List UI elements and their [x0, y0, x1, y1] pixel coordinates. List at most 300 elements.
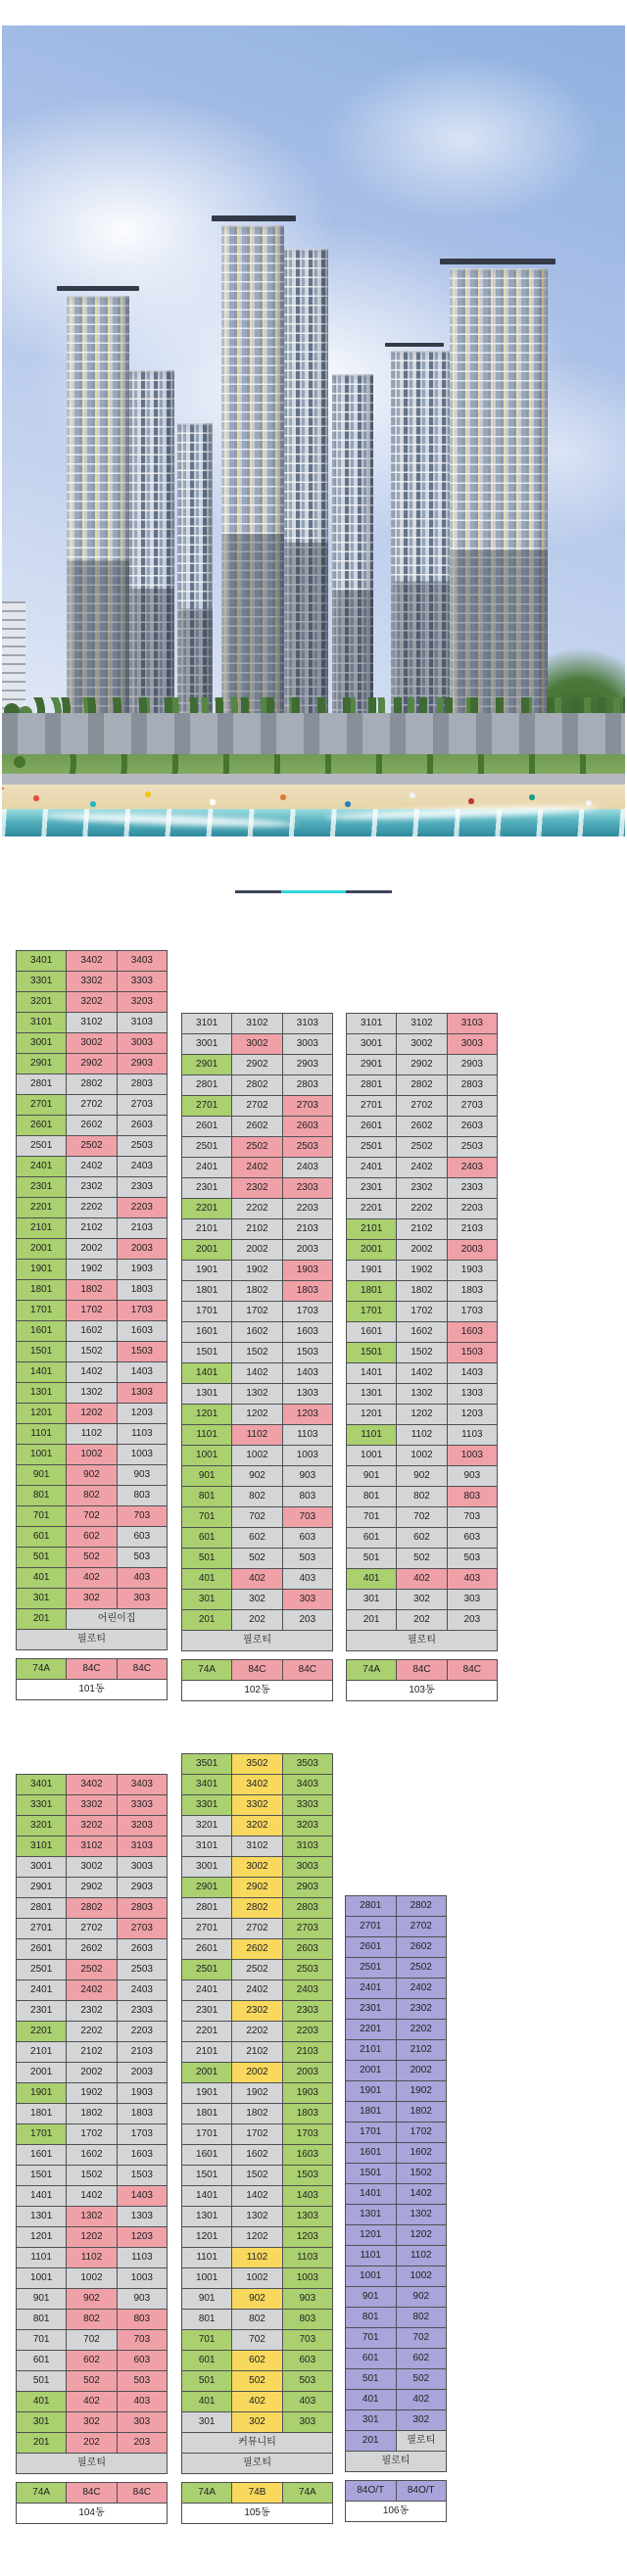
unit-cell-1802[interactable]: 1802 [232, 1281, 282, 1302]
unit-cell-2801[interactable]: 2801 [17, 1074, 67, 1095]
unit-cell-1702[interactable]: 1702 [397, 1302, 447, 1322]
unit-cell-1802[interactable]: 1802 [67, 1280, 117, 1301]
unit-cell-3401[interactable]: 3401 [17, 1775, 67, 1795]
unit-cell-3001[interactable]: 3001 [182, 1034, 232, 1055]
unit-cell-502[interactable]: 502 [396, 2369, 447, 2390]
unit-cell-2102[interactable]: 2102 [232, 1219, 282, 1240]
unit-cell-3103[interactable]: 3103 [447, 1014, 497, 1034]
unit-cell-1003[interactable]: 1003 [282, 2268, 332, 2289]
unit-cell-2902[interactable]: 2902 [232, 1055, 282, 1075]
unit-cell-3101[interactable]: 3101 [17, 1013, 67, 1033]
unit-cell-302[interactable]: 302 [397, 1590, 447, 1610]
unit-cell-1102[interactable]: 1102 [232, 1425, 282, 1446]
unit-cell-3301[interactable]: 3301 [182, 1795, 232, 1816]
unit-cell-3401[interactable]: 3401 [182, 1775, 232, 1795]
unit-cell-1001[interactable]: 1001 [182, 1446, 232, 1466]
unit-cell-2003[interactable]: 2003 [282, 1240, 332, 1261]
unit-cell-603[interactable]: 603 [117, 2351, 167, 2371]
unit-cell-802[interactable]: 802 [67, 1486, 117, 1506]
unit-cell-301[interactable]: 301 [182, 2412, 232, 2433]
unit-cell-2203[interactable]: 2203 [447, 1199, 497, 1219]
unit-cell-2201[interactable]: 2201 [17, 2022, 67, 2042]
unit-cell-701[interactable]: 701 [346, 2328, 397, 2349]
unit-cell-3103[interactable]: 3103 [117, 1837, 167, 1857]
unit-cell-3503[interactable]: 3503 [282, 1754, 332, 1775]
unit-cell-1902[interactable]: 1902 [67, 1260, 117, 1280]
unit-cell-3303[interactable]: 3303 [117, 972, 167, 992]
unit-cell-602[interactable]: 602 [397, 1528, 447, 1549]
unit-cell-2602[interactable]: 2602 [232, 1117, 282, 1137]
unit-cell-1902[interactable]: 1902 [232, 2083, 282, 2104]
unit-cell-1502[interactable]: 1502 [67, 2166, 117, 2186]
unit-cell-1402[interactable]: 1402 [397, 1363, 447, 1384]
unit-cell-1302[interactable]: 1302 [67, 2207, 117, 2227]
unit-cell-401[interactable]: 401 [17, 2392, 67, 2412]
unit-cell-2203[interactable]: 2203 [117, 1198, 167, 1218]
unit-cell-3201[interactable]: 3201 [17, 1816, 67, 1837]
unit-cell-402[interactable]: 402 [67, 2392, 117, 2412]
unit-cell-1102[interactable]: 1102 [397, 1425, 447, 1446]
unit-cell-1302[interactable]: 1302 [232, 1384, 282, 1405]
unit-cell-2503[interactable]: 2503 [117, 1960, 167, 1980]
unit-cell-2601[interactable]: 2601 [347, 1117, 397, 1137]
unit-cell-2802[interactable]: 2802 [232, 1075, 282, 1096]
unit-cell-3501[interactable]: 3501 [182, 1754, 232, 1775]
unit-cell-3003[interactable]: 3003 [117, 1857, 167, 1878]
unit-cell-1301[interactable]: 1301 [17, 1383, 67, 1404]
unit-cell-1902[interactable]: 1902 [396, 2081, 447, 2102]
unit-cell-2501[interactable]: 2501 [347, 1137, 397, 1158]
unit-cell-1201[interactable]: 1201 [346, 2225, 397, 2246]
unit-cell-2401[interactable]: 2401 [182, 1980, 232, 2001]
unit-cell-1602[interactable]: 1602 [67, 1321, 117, 1342]
unit-cell-2102[interactable]: 2102 [396, 2040, 447, 2061]
unit-cell-1401[interactable]: 1401 [17, 2186, 67, 2207]
unit-cell-2901[interactable]: 2901 [17, 1878, 67, 1898]
unit-cell-2101[interactable]: 2101 [346, 2040, 397, 2061]
unit-cell-3201[interactable]: 3201 [17, 992, 67, 1013]
unit-cell-2701[interactable]: 2701 [346, 1917, 397, 1937]
unit-cell-1003[interactable]: 1003 [447, 1446, 497, 1466]
unit-cell-1001[interactable]: 1001 [182, 2268, 232, 2289]
unit-cell-903[interactable]: 903 [117, 1465, 167, 1486]
unit-cell-1002[interactable]: 1002 [232, 1446, 282, 1466]
unit-cell-201[interactable]: 201 [346, 2431, 397, 2452]
unit-cell-2701[interactable]: 2701 [17, 1095, 67, 1116]
unit-cell-503[interactable]: 503 [117, 2371, 167, 2392]
unit-cell-1902[interactable]: 1902 [67, 2083, 117, 2104]
unit-cell-1503[interactable]: 1503 [117, 2166, 167, 2186]
unit-cell-1603[interactable]: 1603 [282, 2145, 332, 2166]
unit-cell-1403[interactable]: 1403 [447, 1363, 497, 1384]
unit-cell-2801[interactable]: 2801 [347, 1075, 397, 1096]
unit-cell-2003[interactable]: 2003 [447, 1240, 497, 1261]
unit-cell-2103[interactable]: 2103 [447, 1219, 497, 1240]
unit-cell-1401[interactable]: 1401 [347, 1363, 397, 1384]
unit-cell-2501[interactable]: 2501 [17, 1136, 67, 1157]
unit-cell-501[interactable]: 501 [347, 1549, 397, 1569]
unit-cell-1903[interactable]: 1903 [282, 1261, 332, 1281]
unit-cell-3403[interactable]: 3403 [117, 951, 167, 972]
unit-cell-802[interactable]: 802 [396, 2308, 447, 2328]
unit-cell-3101[interactable]: 3101 [17, 1837, 67, 1857]
unit-cell-2301[interactable]: 2301 [346, 1999, 397, 2020]
unit-cell-1103[interactable]: 1103 [447, 1425, 497, 1446]
unit-cell-3203[interactable]: 3203 [117, 1816, 167, 1837]
unit-cell-3402[interactable]: 3402 [67, 951, 117, 972]
unit-cell-3002[interactable]: 3002 [67, 1033, 117, 1054]
unit-cell-2102[interactable]: 2102 [397, 1219, 447, 1240]
unit-cell-1902[interactable]: 1902 [397, 1261, 447, 1281]
unit-cell-2802[interactable]: 2802 [232, 1898, 282, 1919]
unit-cell-2201[interactable]: 2201 [182, 1199, 232, 1219]
unit-cell-2102[interactable]: 2102 [67, 1218, 117, 1239]
unit-cell-1103[interactable]: 1103 [117, 2248, 167, 2268]
unit-cell-302[interactable]: 302 [67, 1589, 117, 1609]
unit-cell-1103[interactable]: 1103 [282, 2248, 332, 2268]
unit-cell-2701[interactable]: 2701 [347, 1096, 397, 1117]
unit-cell-1501[interactable]: 1501 [182, 2166, 232, 2186]
unit-cell-503[interactable]: 503 [282, 2371, 332, 2392]
unit-cell-902[interactable]: 902 [396, 2287, 447, 2308]
unit-cell-1801[interactable]: 1801 [182, 2104, 232, 2124]
unit-cell-2202[interactable]: 2202 [232, 1199, 282, 1219]
unit-cell-1601[interactable]: 1601 [346, 2143, 397, 2164]
unit-cell-2402[interactable]: 2402 [397, 1158, 447, 1178]
unit-cell-2703[interactable]: 2703 [282, 1919, 332, 1939]
unit-cell-1002[interactable]: 1002 [67, 1445, 117, 1465]
unit-cell-1202[interactable]: 1202 [397, 1405, 447, 1425]
unit-cell-1702[interactable]: 1702 [67, 2124, 117, 2145]
unit-cell-2202[interactable]: 2202 [67, 1198, 117, 1218]
unit-cell-2002[interactable]: 2002 [397, 1240, 447, 1261]
unit-cell-801[interactable]: 801 [346, 2308, 397, 2328]
unit-cell-2803[interactable]: 2803 [282, 1075, 332, 1096]
unit-cell-2703[interactable]: 2703 [447, 1096, 497, 1117]
unit-cell-902[interactable]: 902 [232, 2289, 282, 2310]
unit-cell-902[interactable]: 902 [397, 1466, 447, 1487]
unit-cell-1401[interactable]: 1401 [17, 1362, 67, 1383]
unit-cell-1703[interactable]: 1703 [282, 2124, 332, 2145]
unit-cell-2001[interactable]: 2001 [17, 2063, 67, 2083]
unit-cell-3002[interactable]: 3002 [232, 1034, 282, 1055]
unit-cell-602[interactable]: 602 [67, 1527, 117, 1548]
unit-cell-302[interactable]: 302 [232, 1590, 282, 1610]
unit-cell-1503[interactable]: 1503 [282, 1343, 332, 1363]
unit-cell-802[interactable]: 802 [397, 1487, 447, 1507]
unit-cell-2702[interactable]: 2702 [232, 1096, 282, 1117]
unit-cell-1302[interactable]: 1302 [396, 2205, 447, 2225]
unit-cell-1701[interactable]: 1701 [17, 2124, 67, 2145]
unit-cell-2502[interactable]: 2502 [396, 1958, 447, 1979]
unit-cell-1101[interactable]: 1101 [182, 2248, 232, 2268]
unit-cell-2301[interactable]: 2301 [17, 2001, 67, 2022]
unit-cell-1503[interactable]: 1503 [282, 2166, 332, 2186]
unit-cell-2301[interactable]: 2301 [182, 2001, 232, 2022]
unit-cell-2502[interactable]: 2502 [67, 1136, 117, 1157]
unit-cell-3303[interactable]: 3303 [117, 1795, 167, 1816]
unit-cell-1703[interactable]: 1703 [282, 1302, 332, 1322]
unit-cell-3302[interactable]: 3302 [67, 972, 117, 992]
unit-cell-602[interactable]: 602 [232, 2351, 282, 2371]
unit-cell-2402[interactable]: 2402 [232, 1980, 282, 2001]
unit-cell-2601[interactable]: 2601 [182, 1117, 232, 1137]
unit-cell-3403[interactable]: 3403 [282, 1775, 332, 1795]
unit-cell-2401[interactable]: 2401 [17, 1157, 67, 1177]
unit-cell-2303[interactable]: 2303 [117, 1177, 167, 1198]
unit-cell-2303[interactable]: 2303 [282, 1178, 332, 1199]
unit-cell-2602[interactable]: 2602 [67, 1939, 117, 1960]
unit-cell-303[interactable]: 303 [117, 2412, 167, 2433]
unit-cell-502[interactable]: 502 [232, 2371, 282, 2392]
unit-cell-601[interactable]: 601 [346, 2349, 397, 2369]
unit-cell-1802[interactable]: 1802 [396, 2102, 447, 2123]
unit-cell-1703[interactable]: 1703 [117, 1301, 167, 1321]
unit-cell-2402[interactable]: 2402 [67, 1157, 117, 1177]
unit-cell-2201[interactable]: 2201 [17, 1198, 67, 1218]
unit-cell-802[interactable]: 802 [232, 2310, 282, 2330]
unit-cell-202[interactable]: 202 [232, 1610, 282, 1631]
unit-cell-3403[interactable]: 3403 [117, 1775, 167, 1795]
unit-cell-303[interactable]: 303 [282, 1590, 332, 1610]
unit-cell-1102[interactable]: 1102 [67, 1424, 117, 1445]
unit-cell-1601[interactable]: 1601 [17, 2145, 67, 2166]
unit-cell-3401[interactable]: 3401 [17, 951, 67, 972]
unit-cell-1801[interactable]: 1801 [17, 1280, 67, 1301]
unit-cell-603[interactable]: 603 [447, 1528, 497, 1549]
unit-cell-303[interactable]: 303 [447, 1590, 497, 1610]
unit-cell-1201[interactable]: 1201 [182, 2227, 232, 2248]
unit-cell-1003[interactable]: 1003 [117, 2268, 167, 2289]
unit-cell-1401[interactable]: 1401 [182, 2186, 232, 2207]
unit-cell-1203[interactable]: 1203 [447, 1405, 497, 1425]
unit-cell-2602[interactable]: 2602 [397, 1117, 447, 1137]
unit-cell-1701[interactable]: 1701 [182, 2124, 232, 2145]
unit-cell-1101[interactable]: 1101 [182, 1425, 232, 1446]
unit-cell-2602[interactable]: 2602 [396, 1937, 447, 1958]
unit-cell-3102[interactable]: 3102 [232, 1014, 282, 1034]
unit-cell-902[interactable]: 902 [232, 1466, 282, 1487]
unit-cell-2702[interactable]: 2702 [67, 1095, 117, 1116]
unit-cell-1601[interactable]: 1601 [182, 1322, 232, 1343]
unit-cell-1402[interactable]: 1402 [67, 1362, 117, 1383]
unit-cell-803[interactable]: 803 [447, 1487, 497, 1507]
unit-cell-1701[interactable]: 1701 [347, 1302, 397, 1322]
unit-cell-2002[interactable]: 2002 [232, 2063, 282, 2083]
unit-cell-401[interactable]: 401 [347, 1569, 397, 1590]
unit-cell-2701[interactable]: 2701 [182, 1096, 232, 1117]
unit-cell-2201[interactable]: 2201 [347, 1199, 397, 1219]
unit-cell-2202[interactable]: 2202 [396, 2020, 447, 2040]
unit-cell-2602[interactable]: 2602 [67, 1116, 117, 1136]
unit-cell-2302[interactable]: 2302 [67, 1177, 117, 1198]
unit-cell-2101[interactable]: 2101 [17, 1218, 67, 1239]
unit-cell-1303[interactable]: 1303 [282, 1384, 332, 1405]
unit-cell-1303[interactable]: 1303 [117, 2207, 167, 2227]
unit-cell-601[interactable]: 601 [182, 1528, 232, 1549]
unit-cell-1003[interactable]: 1003 [117, 1445, 167, 1465]
unit-cell-301[interactable]: 301 [17, 2412, 67, 2433]
unit-cell-2903[interactable]: 2903 [117, 1878, 167, 1898]
unit-cell-2503[interactable]: 2503 [447, 1137, 497, 1158]
unit-cell-1902[interactable]: 1902 [232, 1261, 282, 1281]
unit-cell-2201[interactable]: 2201 [346, 2020, 397, 2040]
unit-cell-2102[interactable]: 2102 [67, 2042, 117, 2063]
unit-cell-1002[interactable]: 1002 [232, 2268, 282, 2289]
unit-cell-901[interactable]: 901 [182, 2289, 232, 2310]
unit-cell-2802[interactable]: 2802 [67, 1898, 117, 1919]
unit-cell-1001[interactable]: 1001 [347, 1446, 397, 1466]
unit-cell-2003[interactable]: 2003 [117, 1239, 167, 1260]
unit-cell-2202[interactable]: 2202 [397, 1199, 447, 1219]
unit-cell-2301[interactable]: 2301 [17, 1177, 67, 1198]
unit-cell-702[interactable]: 702 [67, 1506, 117, 1527]
unit-cell-1303[interactable]: 1303 [447, 1384, 497, 1405]
unit-cell-2703[interactable]: 2703 [282, 1096, 332, 1117]
unit-cell-3502[interactable]: 3502 [232, 1754, 282, 1775]
unit-cell-602[interactable]: 602 [67, 2351, 117, 2371]
unit-cell-1402[interactable]: 1402 [232, 2186, 282, 2207]
unit-cell-2901[interactable]: 2901 [347, 1055, 397, 1075]
unit-cell-903[interactable]: 903 [447, 1466, 497, 1487]
unit-cell-702[interactable]: 702 [232, 2330, 282, 2351]
unit-cell-1501[interactable]: 1501 [347, 1343, 397, 1363]
unit-cell-2402[interactable]: 2402 [232, 1158, 282, 1178]
unit-cell-803[interactable]: 803 [282, 2310, 332, 2330]
unit-cell-1103[interactable]: 1103 [117, 1424, 167, 1445]
unit-cell-3002[interactable]: 3002 [232, 1857, 282, 1878]
unit-cell-503[interactable]: 503 [447, 1549, 497, 1569]
unit-cell-1702[interactable]: 1702 [232, 2124, 282, 2145]
unit-cell-402[interactable]: 402 [396, 2390, 447, 2410]
unit-cell-1903[interactable]: 1903 [117, 1260, 167, 1280]
unit-cell-3203[interactable]: 3203 [117, 992, 167, 1013]
unit-cell-401[interactable]: 401 [17, 1568, 67, 1589]
unit-cell-603[interactable]: 603 [282, 1528, 332, 1549]
unit-cell-1301[interactable]: 1301 [182, 1384, 232, 1405]
unit-cell-1802[interactable]: 1802 [67, 2104, 117, 2124]
unit-cell-2002[interactable]: 2002 [232, 1240, 282, 1261]
unit-cell-3103[interactable]: 3103 [117, 1013, 167, 1033]
unit-cell-3203[interactable]: 3203 [282, 1816, 332, 1837]
unit-cell-403[interactable]: 403 [447, 1569, 497, 1590]
unit-cell-403[interactable]: 403 [117, 2392, 167, 2412]
unit-cell-2803[interactable]: 2803 [282, 1898, 332, 1919]
unit-cell-1702[interactable]: 1702 [67, 1301, 117, 1321]
unit-cell-2103[interactable]: 2103 [282, 2042, 332, 2063]
unit-cell-901[interactable]: 901 [17, 2289, 67, 2310]
unit-cell-3201[interactable]: 3201 [182, 1816, 232, 1837]
unit-cell-2702[interactable]: 2702 [396, 1917, 447, 1937]
unit-cell-1901[interactable]: 1901 [17, 1260, 67, 1280]
unit-cell-2501[interactable]: 2501 [346, 1958, 397, 1979]
unit-cell-1603[interactable]: 1603 [447, 1322, 497, 1343]
unit-cell-2002[interactable]: 2002 [67, 2063, 117, 2083]
unit-cell-1001[interactable]: 1001 [346, 2266, 397, 2287]
unit-cell-1102[interactable]: 1102 [232, 2248, 282, 2268]
unit-cell-801[interactable]: 801 [17, 1486, 67, 1506]
unit-cell-2703[interactable]: 2703 [117, 1095, 167, 1116]
unit-cell-2703[interactable]: 2703 [117, 1919, 167, 1939]
unit-cell-603[interactable]: 603 [117, 1527, 167, 1548]
unit-cell-1501[interactable]: 1501 [17, 2166, 67, 2186]
unit-cell-3003[interactable]: 3003 [282, 1034, 332, 1055]
unit-cell-2003[interactable]: 2003 [282, 2063, 332, 2083]
unit-cell-2903[interactable]: 2903 [282, 1055, 332, 1075]
unit-cell-1803[interactable]: 1803 [282, 1281, 332, 1302]
unit-cell-2502[interactable]: 2502 [232, 1137, 282, 1158]
unit-cell-801[interactable]: 801 [347, 1487, 397, 1507]
unit-cell-3102[interactable]: 3102 [397, 1014, 447, 1034]
unit-cell-903[interactable]: 903 [282, 1466, 332, 1487]
unit-cell-502[interactable]: 502 [232, 1549, 282, 1569]
unit-cell-2601[interactable]: 2601 [346, 1937, 397, 1958]
unit-cell-803[interactable]: 803 [117, 2310, 167, 2330]
unit-cell-903[interactable]: 903 [117, 2289, 167, 2310]
unit-cell-2001[interactable]: 2001 [346, 2061, 397, 2081]
unit-cell-3003[interactable]: 3003 [447, 1034, 497, 1055]
unit-cell-2203[interactable]: 2203 [282, 2022, 332, 2042]
unit-cell-1903[interactable]: 1903 [117, 2083, 167, 2104]
unit-cell-3202[interactable]: 3202 [67, 992, 117, 1013]
unit-cell-3202[interactable]: 3202 [232, 1816, 282, 1837]
unit-cell-1102[interactable]: 1102 [67, 2248, 117, 2268]
unit-cell-2103[interactable]: 2103 [117, 2042, 167, 2063]
unit-cell-1202[interactable]: 1202 [67, 1404, 117, 1424]
unit-cell-603[interactable]: 603 [282, 2351, 332, 2371]
unit-cell-3002[interactable]: 3002 [397, 1034, 447, 1055]
unit-cell-2303[interactable]: 2303 [117, 2001, 167, 2022]
unit-cell-802[interactable]: 802 [232, 1487, 282, 1507]
unit-cell-2203[interactable]: 2203 [117, 2022, 167, 2042]
unit-cell-1002[interactable]: 1002 [396, 2266, 447, 2287]
unit-cell-401[interactable]: 401 [182, 2392, 232, 2412]
unit-cell-1603[interactable]: 1603 [117, 2145, 167, 2166]
unit-cell-2001[interactable]: 2001 [182, 1240, 232, 1261]
unit-cell-3103[interactable]: 3103 [282, 1837, 332, 1857]
unit-cell-2002[interactable]: 2002 [396, 2061, 447, 2081]
unit-cell-2702[interactable]: 2702 [232, 1919, 282, 1939]
unit-cell-2803[interactable]: 2803 [447, 1075, 497, 1096]
unit-cell-1701[interactable]: 1701 [17, 1301, 67, 1321]
unit-cell-702[interactable]: 702 [396, 2328, 447, 2349]
unit-cell-201[interactable]: 201 [182, 1610, 232, 1631]
unit-cell-701[interactable]: 701 [17, 1506, 67, 1527]
unit-cell-1601[interactable]: 1601 [347, 1322, 397, 1343]
unit-cell-701[interactable]: 701 [347, 1507, 397, 1528]
unit-cell-303[interactable]: 303 [282, 2412, 332, 2433]
unit-cell-1403[interactable]: 1403 [117, 1362, 167, 1383]
unit-cell-1402[interactable]: 1402 [67, 2186, 117, 2207]
unit-cell-2802[interactable]: 2802 [396, 1896, 447, 1917]
unit-cell-2901[interactable]: 2901 [182, 1055, 232, 1075]
unit-cell-3101[interactable]: 3101 [182, 1014, 232, 1034]
unit-cell-3101[interactable]: 3101 [347, 1014, 397, 1034]
unit-cell-803[interactable]: 803 [282, 1487, 332, 1507]
unit-cell-2103[interactable]: 2103 [117, 1218, 167, 1239]
unit-cell-403[interactable]: 403 [282, 1569, 332, 1590]
unit-cell-1401[interactable]: 1401 [182, 1363, 232, 1384]
unit-cell-3001[interactable]: 3001 [17, 1033, 67, 1054]
unit-cell-401[interactable]: 401 [182, 1569, 232, 1590]
unit-cell-1802[interactable]: 1802 [397, 1281, 447, 1302]
unit-cell-2401[interactable]: 2401 [182, 1158, 232, 1178]
unit-cell-1602[interactable]: 1602 [67, 2145, 117, 2166]
unit-cell-1803[interactable]: 1803 [117, 1280, 167, 1301]
unit-cell-1101[interactable]: 1101 [347, 1425, 397, 1446]
unit-cell-803[interactable]: 803 [117, 1486, 167, 1506]
unit-cell-1302[interactable]: 1302 [397, 1384, 447, 1405]
